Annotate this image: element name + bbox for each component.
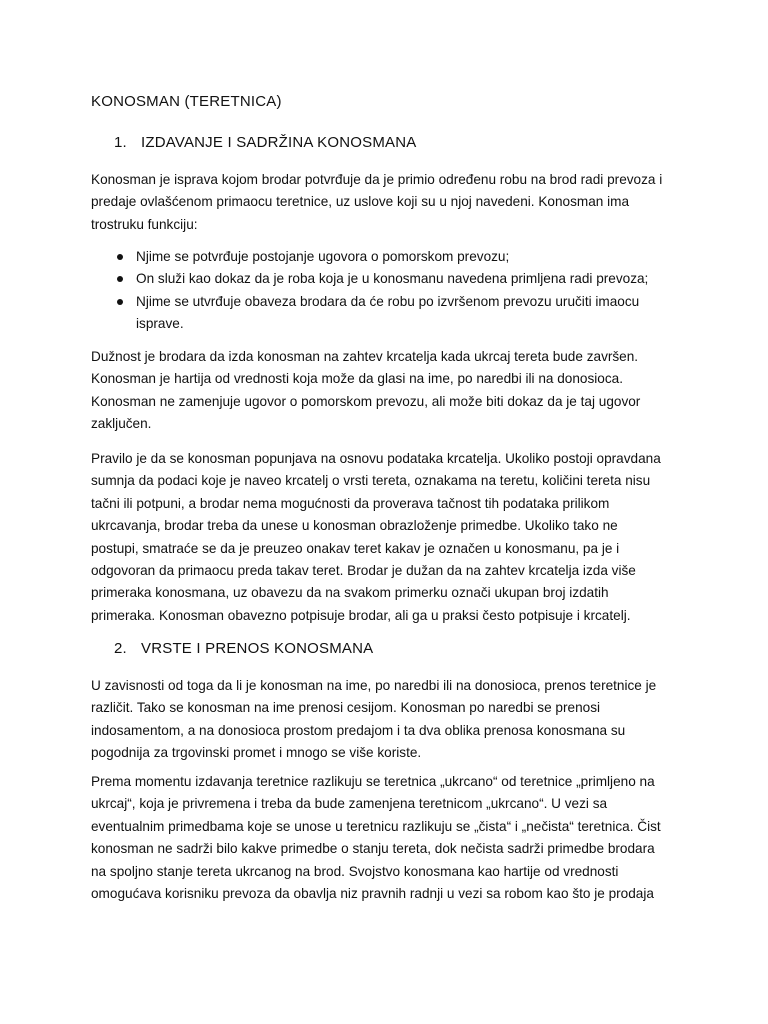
paragraph-rules bbox=[91, 448, 691, 627]
paragraph-line: Konosman ne zamenjuje ugovor o pomorskom prevozu, ali može biti dokaz da je taj ugovor bbox=[91, 393, 641, 409]
paragraph-line: trostruku funkciju: bbox=[91, 216, 198, 232]
section-title-2: VRSTE I PRENOS KONOSMANA bbox=[141, 640, 374, 657]
paragraph-line: zaključen. bbox=[91, 416, 152, 432]
list-item-text: Njime se potvrđuje postojanje ugovora o pomorskom prevozu; bbox=[136, 249, 510, 264]
paragraph-line: primeraka. Konosman obavezno potpisuje brodar, ali ga u praksi često potpisuje i krcatelj. bbox=[91, 607, 631, 623]
paragraph-line: sumnja da podaci koje je naveo krcatelj o vrsti tereta, oznakama na teretu, količini tereta nisu bbox=[91, 473, 651, 489]
paragraph-line: Konosman je isprava kojom brodar potvrđuje da je primio određenu robu na brod radi prevoza i bbox=[91, 172, 663, 187]
function-list bbox=[91, 246, 691, 336]
paragraph-line: tačni ili potpuni, a brodar nema mogućnosti da proverava tačnost tih podataka prilikom bbox=[91, 495, 610, 511]
paragraph-line: odgovoran da primaocu preda takav teret. Brodar je dužan da na zahtev krcatelja izda više bbox=[91, 563, 636, 579]
paragraph-line: predaje ovlašćenom primaocu teretnice, uz uslove koji su u njoj navedeni. Konosman ima bbox=[91, 194, 630, 210]
paragraph-line: ukrcaj“, koja je privremena i treba da bude zamenjena teretnicom „ukrcano“. U vezi sa bbox=[91, 796, 608, 812]
paragraph-line: konosman ne sadrži bilo kakve primedbe o stanju tereta, dok nečista sadrži primedbe brodara bbox=[91, 841, 655, 857]
section-heading-2 bbox=[114, 640, 373, 657]
bullet-icon bbox=[117, 254, 123, 260]
paragraph-line: Pravilo je da se konosman popunjava na osnovu podataka krcatelja. Ukoliko postoji opravdana bbox=[91, 451, 661, 466]
list-item bbox=[91, 291, 691, 336]
list-item-text: On služi kao dokaz da je roba koja je u konosmanu navedena primljena radi prevoza; bbox=[136, 271, 649, 287]
paragraph-intro bbox=[91, 169, 691, 236]
list-item-text: Njime se utvrđuje obaveza brodara da će robu po izvršenom prevozu uručiti imaocu bbox=[136, 293, 640, 309]
paragraph-duties bbox=[91, 346, 691, 436]
paragraph-line: pogodnija za trgovinski promet i mnogo se više koriste. bbox=[91, 745, 422, 761]
section-number-1: 1. bbox=[114, 134, 127, 151]
paragraph-line: postupi, smatraće se da je preuzeo onakav teret kakav je označen u konosmanu, pa je i bbox=[91, 540, 620, 556]
list-item-text: isprave. bbox=[136, 316, 184, 332]
paragraph-line: Dužnost je brodara da izda konosman na zahtev krcatelja kada ukrcaj tereta bude završen. bbox=[91, 349, 639, 364]
paragraph-line: ukrcavanja, brodar treba da unese u konosman obrazloženje primedbe. Ukoliko tako ne bbox=[91, 518, 618, 534]
section-number-2: 2. bbox=[114, 640, 127, 657]
paragraph-types bbox=[91, 771, 691, 905]
paragraph-line: U zavisnosti od toga da li je konosman na ime, po naredbi ili na donosioca, prenos teretnice je bbox=[91, 678, 657, 693]
section-heading-1 bbox=[114, 134, 417, 151]
paragraph-line: eventualnim primedbama koje se unose u teretnicu razlikuju se „čista“ i „nečista“ teretnica. Čist bbox=[91, 818, 661, 834]
section-title-1: IZDAVANJE I SADRŽINA KONOSMANA bbox=[141, 134, 417, 151]
paragraph-line: primeraka konosmana, uz obavezu da na svakom primerku označi ukupan broj izdatih bbox=[91, 585, 609, 601]
paragraph-line: na spoljno stanje tereta ukrcanog na brod. Svojstvo konosmana kao hartije od vrednosti bbox=[91, 863, 619, 879]
paragraph-line: Prema momentu izdavanja teretnice razlikuju se teretnica „ukrcano“ od teretnice „primljeno na bbox=[91, 774, 655, 789]
bullet-icon bbox=[117, 299, 123, 305]
list-item bbox=[91, 246, 691, 268]
paragraph-line: indosamentom, a na donosioca prostom predajom i ta dva oblika prenosa konosmana su bbox=[91, 722, 626, 738]
paragraph-line: različit. Tako se konosman na ime prenosi cesijom. Konosman po naredbi se prenosi bbox=[91, 700, 601, 716]
paragraph-line: omogućava korisniku prevoza da obavlja niz pravnih radnji u vezi sa robom kao što je prodaja bbox=[91, 886, 654, 902]
bullet-icon bbox=[117, 276, 123, 282]
document-title: KONOSMAN (TERETNICA) bbox=[91, 93, 282, 110]
paragraph-line: Konosman je hartija od vrednosti koja može da glasi na ime, po naredbi ili na donosioca. bbox=[91, 371, 623, 387]
paragraph-transfer bbox=[91, 675, 691, 765]
list-item bbox=[91, 268, 691, 290]
